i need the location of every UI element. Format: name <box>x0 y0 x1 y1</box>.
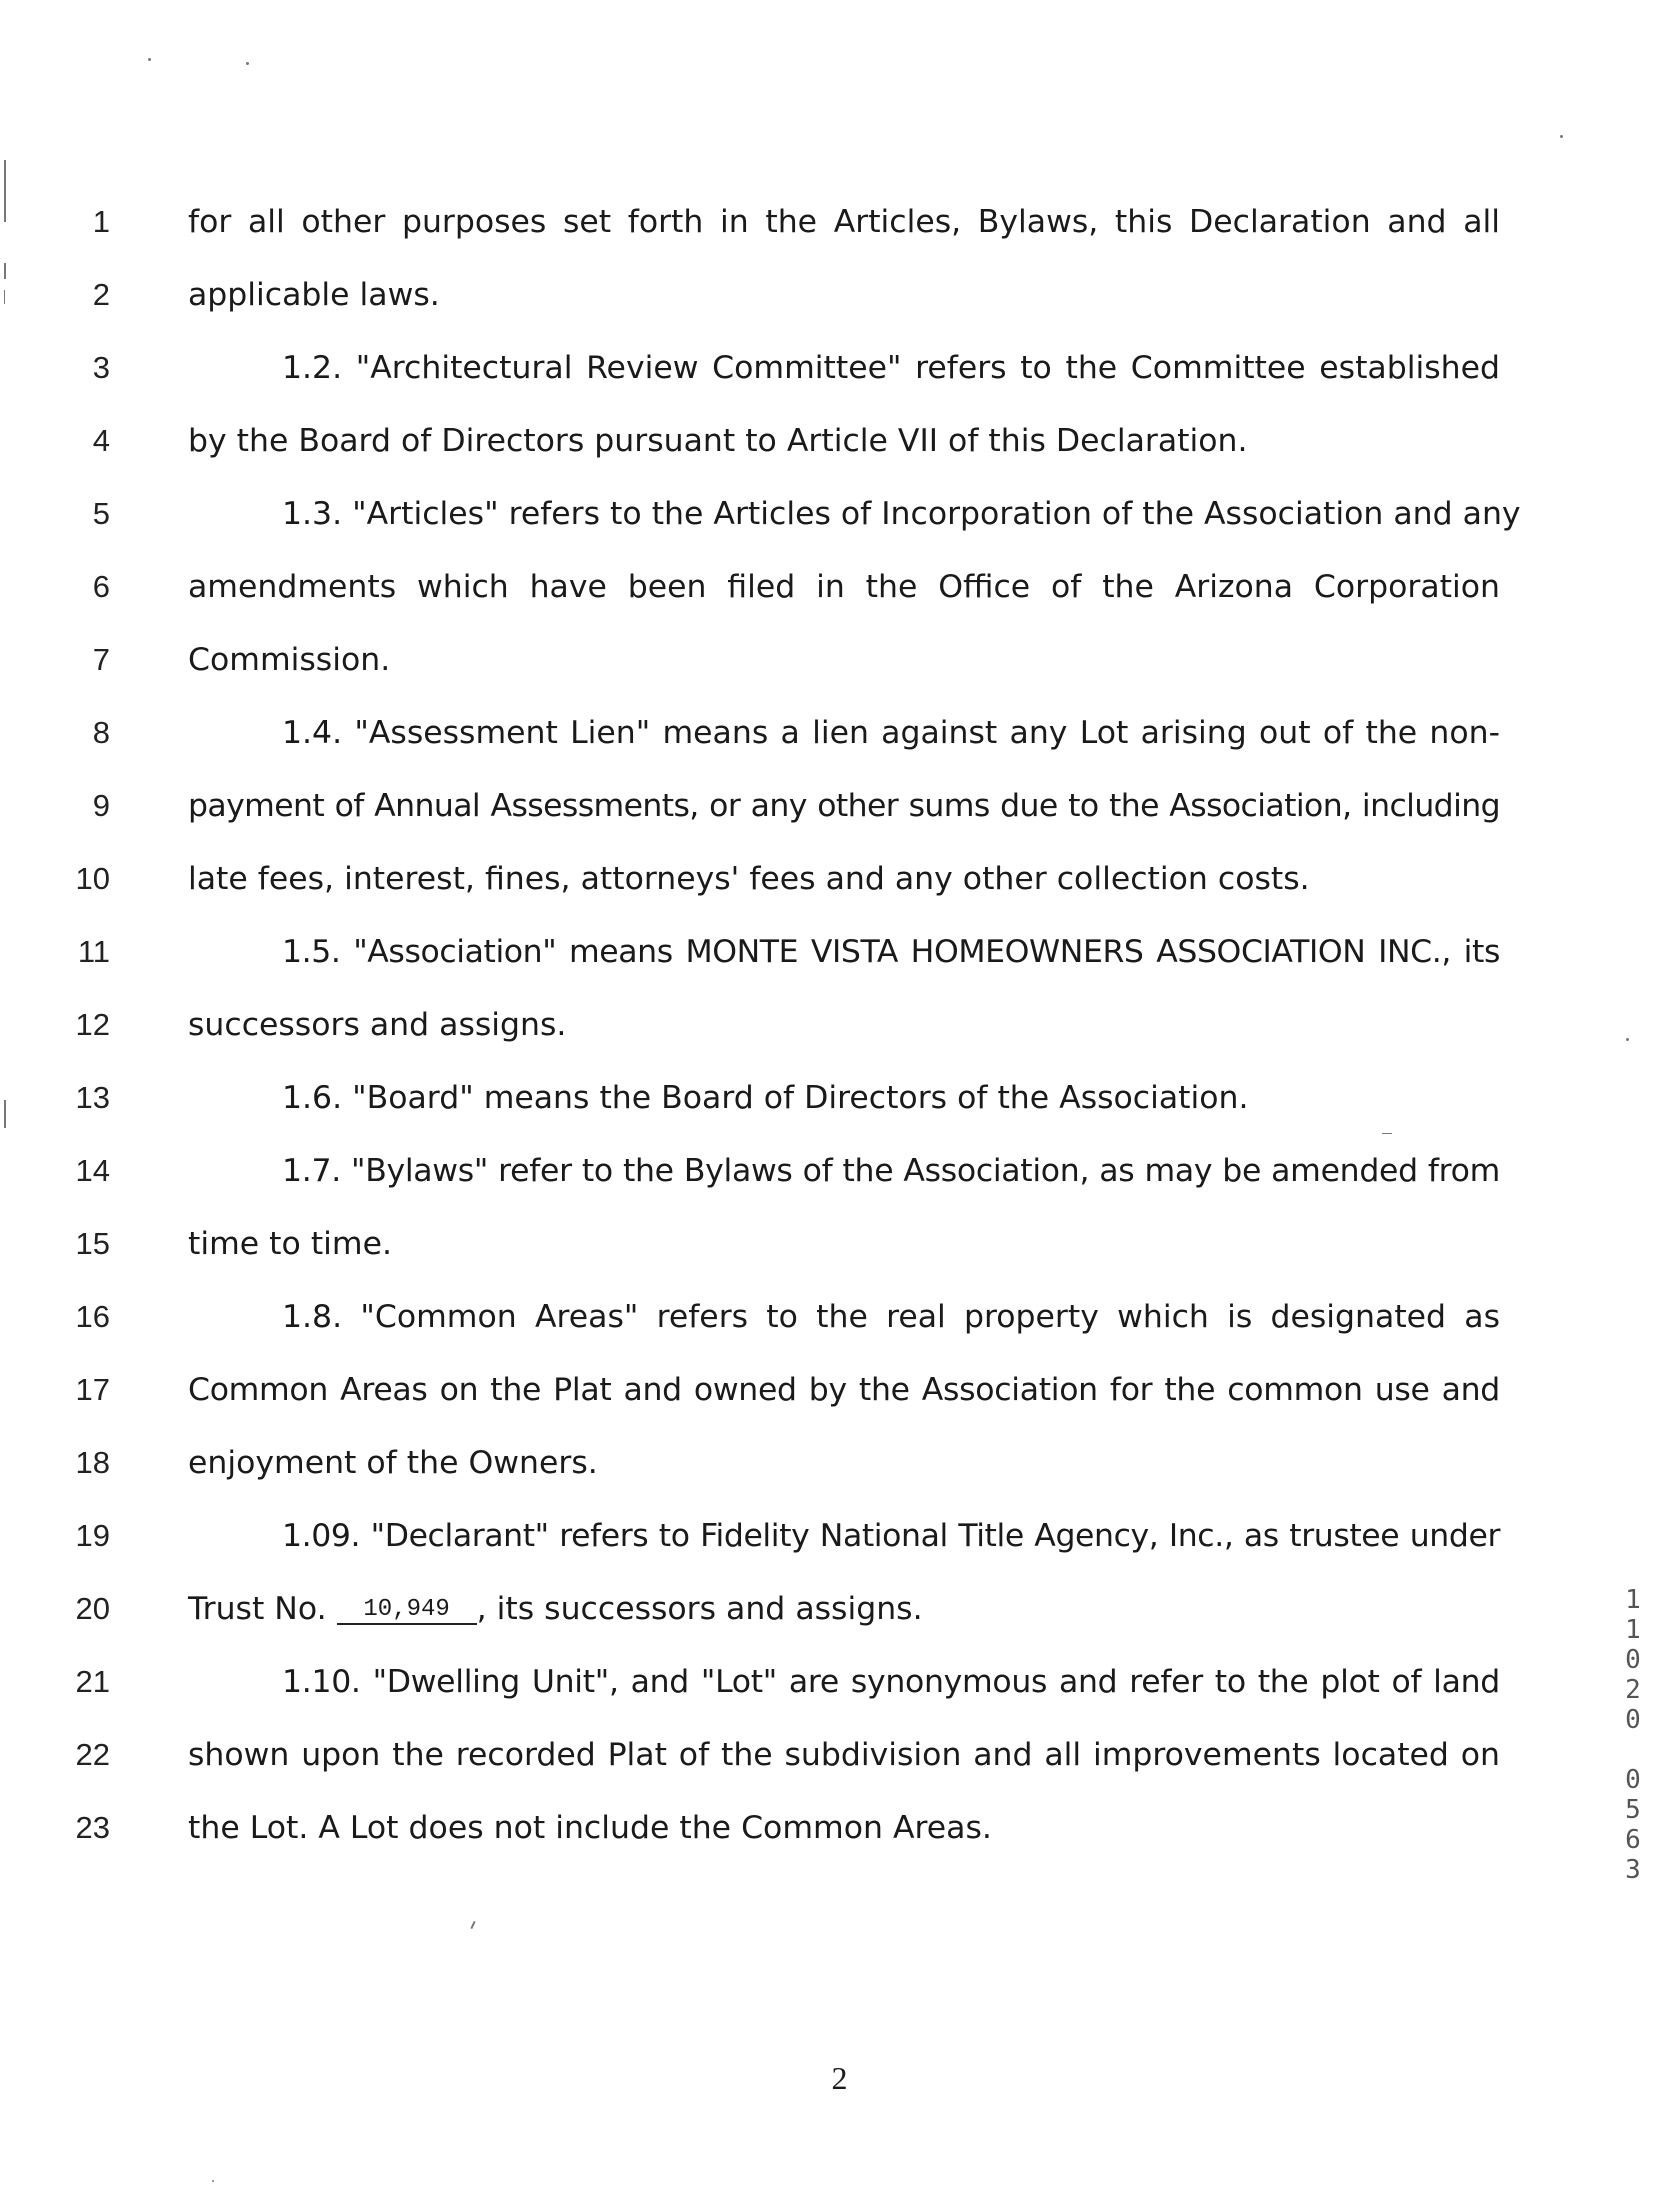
scan-mark <box>4 160 6 222</box>
line-text: 1.3. "Articles" refers to the Articles of Incorporation of the Association and any <box>282 496 1521 532</box>
line-text: Commission. <box>188 642 391 678</box>
stamp-digit <box>1618 1735 1648 1765</box>
line-1 <box>0 192 1679 252</box>
line-number: 5 <box>92 496 110 531</box>
line-text <box>188 1579 1500 1639</box>
line-8 <box>0 703 1679 763</box>
line-number: 7 <box>92 642 110 677</box>
line-text: for all other purposes set forth in the Articles, Bylaws, this Declaration and all <box>188 204 1500 240</box>
line-15 <box>0 1214 1679 1274</box>
line-19 <box>0 1506 1679 1566</box>
line-13 <box>0 1068 1679 1128</box>
stamp-digit: 6 <box>1625 1825 1641 1855</box>
line-text: Common Areas on the Plat and owned by the Association for the common use and <box>188 1372 1500 1408</box>
line-9 <box>0 776 1679 836</box>
line-5 <box>0 484 1679 544</box>
line-number: 11 <box>77 934 110 969</box>
line-18 <box>0 1433 1679 1493</box>
line-text: 1.10. "Dwelling Unit", and "Lot" are synonymous and refer to the plot of land <box>282 1664 1500 1700</box>
line-number: 23 <box>75 1810 110 1845</box>
scan-dot <box>148 58 151 61</box>
scan-dot <box>1560 135 1563 138</box>
scan-mark <box>4 290 5 304</box>
line-12 <box>0 995 1679 1055</box>
line-text: the Lot. A Lot does not include the Common Areas. <box>188 1810 992 1846</box>
trust-suffix: , its successors and assigns. <box>476 1591 923 1627</box>
trust-label: Trust No. <box>188 1591 337 1627</box>
line-text: enjoyment of the Owners. <box>188 1445 598 1481</box>
scan-dot <box>1626 1038 1629 1041</box>
line-text: by the Board of Directors pursuant to Article VII of this Declaration. <box>188 423 1248 459</box>
line-number: 21 <box>75 1664 110 1699</box>
line-text: payment of Annual Assessments, or any other sums due to the Association, including <box>188 788 1500 824</box>
page-number: 2 <box>831 2060 848 2096</box>
line-text: 1.8. "Common Areas" refers to the real property which is designated as <box>282 1299 1500 1335</box>
line-text: amendments which have been filed in the Office of the Arizona Corporation <box>188 569 1500 605</box>
line-20 <box>0 1579 1679 1639</box>
line-17 <box>0 1360 1679 1420</box>
line-6 <box>0 557 1679 617</box>
line-number: 19 <box>75 1518 110 1553</box>
scan-mark <box>470 1921 475 1929</box>
line-number: 1 <box>92 204 110 239</box>
stamp-digit: 2 <box>1625 1675 1641 1705</box>
line-14 <box>0 1141 1679 1201</box>
line-text: applicable laws. <box>188 277 440 313</box>
line-text: successors and assigns. <box>188 1007 567 1043</box>
line-number: 8 <box>92 715 110 750</box>
line-text: 1.09. "Declarant" refers to Fidelity National Title Agency, Inc., as trustee under <box>282 1518 1500 1554</box>
stamp-digit: 5 <box>1625 1795 1641 1825</box>
line-number: 10 <box>75 861 110 896</box>
scan-mark <box>4 263 6 279</box>
line-4 <box>0 411 1679 471</box>
line-number: 20 <box>75 1591 110 1626</box>
line-10 <box>0 849 1679 909</box>
line-number: 2 <box>92 277 110 312</box>
line-text: 1.4. "Assessment Lien" means a lien against any Lot arising out of the non- <box>282 715 1500 751</box>
stamp-digit: 1 <box>1625 1615 1641 1645</box>
stamp-digit: 1 <box>1625 1585 1641 1615</box>
line-number: 14 <box>75 1153 110 1188</box>
scan-mark <box>4 1100 6 1128</box>
line-number: 18 <box>75 1445 110 1480</box>
line-21 <box>0 1652 1679 1712</box>
stamp-digit: 0 <box>1625 1705 1641 1735</box>
line-text: shown upon the recorded Plat of the subdivision and all improvements located on <box>188 1737 1500 1773</box>
line-number: 13 <box>75 1080 110 1115</box>
line-text: late fees, interest, fines, attorneys' fees and any other collection costs. <box>188 861 1310 897</box>
line-11 <box>0 922 1679 982</box>
line-text: 1.7. "Bylaws" refer to the Bylaws of the Association, as may be amended from <box>282 1153 1500 1189</box>
line-23 <box>0 1798 1679 1858</box>
line-number: 9 <box>92 788 110 823</box>
line-text: time to time. <box>188 1226 392 1262</box>
line-number: 4 <box>92 423 110 458</box>
line-number: 17 <box>75 1372 110 1407</box>
stamp-digit: 0 <box>1625 1645 1641 1675</box>
line-text: 1.6. "Board" means the Board of Directors of the Association. <box>282 1080 1249 1116</box>
line-3 <box>0 338 1679 398</box>
scan-dot <box>212 2180 214 2182</box>
scan-mark <box>1382 1133 1392 1134</box>
scan-dot <box>246 62 249 65</box>
line-number: 16 <box>75 1299 110 1334</box>
stamp-digit: 0 <box>1625 1765 1641 1795</box>
recording-stamp <box>1618 1585 1648 1885</box>
line-number: 6 <box>92 569 110 604</box>
line-2 <box>0 265 1679 325</box>
line-number: 3 <box>92 350 110 385</box>
line-22 <box>0 1725 1679 1785</box>
line-text: 1.5. "Association" means MONTE VISTA HOMEOWNERS ASSOCIATION INC., its <box>282 934 1500 970</box>
line-16 <box>0 1287 1679 1347</box>
line-text: 1.2. "Architectural Review Committee" refers to the Committee established <box>282 350 1500 386</box>
stamp-digit: 3 <box>1625 1855 1641 1885</box>
trust-number-fill-in: 10,949 <box>337 1597 477 1625</box>
line-number: 22 <box>75 1737 110 1772</box>
line-number: 15 <box>75 1226 110 1261</box>
line-7 <box>0 630 1679 690</box>
line-number: 12 <box>75 1007 110 1042</box>
